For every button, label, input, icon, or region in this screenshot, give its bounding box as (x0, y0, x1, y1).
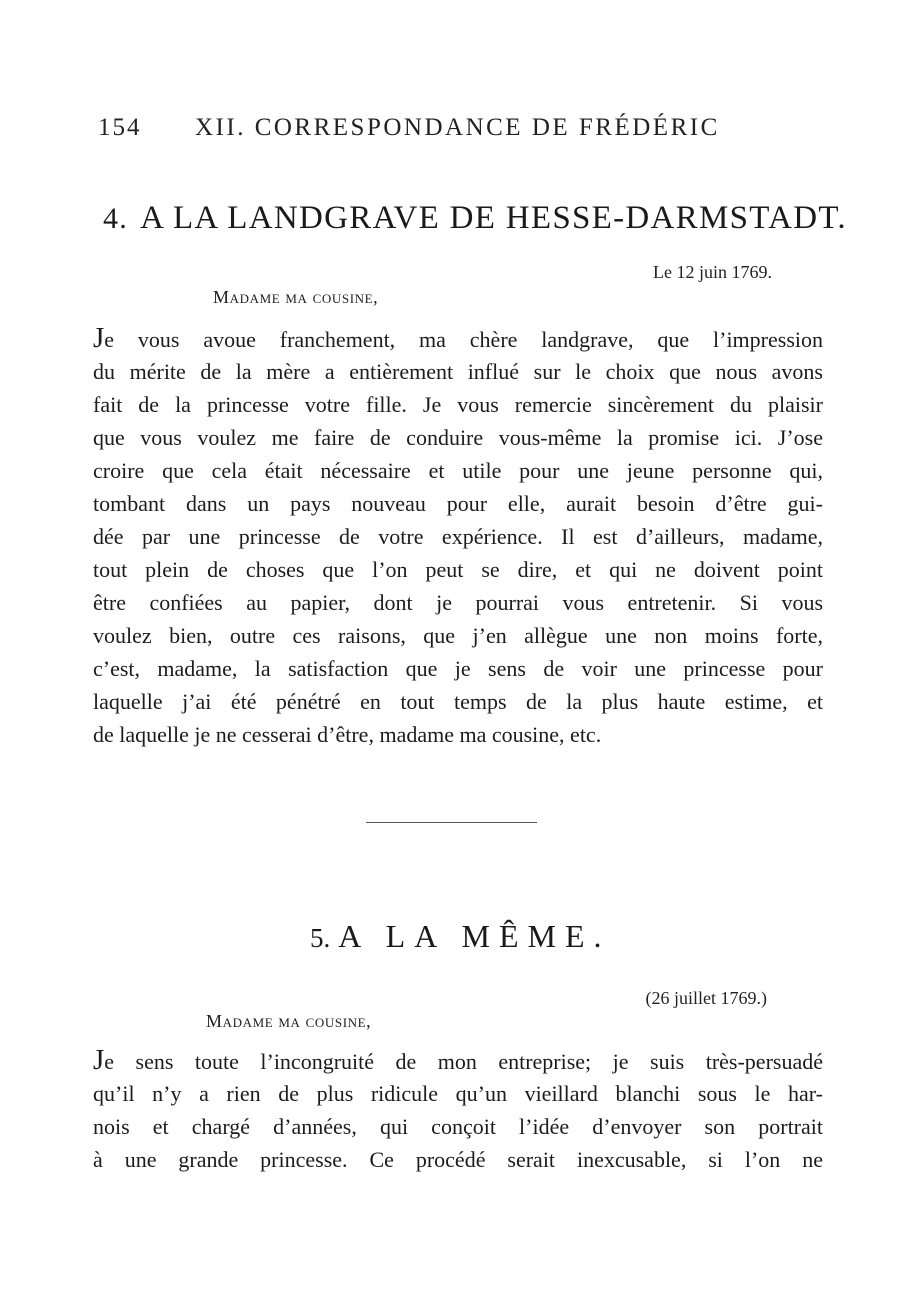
body-line: laquelle j’ai été pénétré en tout temps de la plus haute estime, et (93, 689, 823, 714)
letter-title: A LA LANDGRAVE DE HESSE-DARMSTADT. (140, 200, 847, 236)
body-line: qu’il n’y a rien de plus ridicule qu’un vieillard blanchi sous le har- (93, 1081, 823, 1106)
letter-body (93, 322, 823, 751)
initial-letter: J (93, 322, 105, 354)
section-divider (366, 822, 537, 823)
letter-title: A LA MÊME. (338, 918, 611, 954)
salutation: Madame ma cousine, (206, 1011, 372, 1031)
initial-letter: J (93, 1044, 105, 1076)
body-line: c’est, madame, la satisfaction que je sens de voir une princesse pour (93, 656, 823, 681)
body-line: croire que cela était nécessaire et utile pour une jeune personne qui, (93, 458, 823, 483)
letter-date: Le 12 juin 1769. (653, 262, 772, 282)
body-line: fait de la princesse votre fille. Je vous remercie sincèrement du plaisir (93, 392, 823, 417)
body-line: tout plein de choses que l’on peut se dire, et qui ne doivent point (93, 557, 823, 582)
running-head-title: XII. CORRESPONDANCE DE FRÉDÉRIC (195, 114, 720, 141)
letter-number: 4. (103, 202, 129, 235)
letter-body (93, 1044, 823, 1176)
salutation: Madame ma cousine, (213, 287, 379, 307)
body-line: tombant dans un pays nouveau pour elle, aurait besoin d’être gui- (93, 491, 823, 516)
body-line: Je vous avoue franchement, ma chère landgrave, que l’impression (93, 322, 823, 354)
letter-heading (310, 918, 610, 955)
page-number: 154 (98, 114, 142, 141)
letter-date: (26 juillet 1769.) (645, 988, 767, 1008)
body-line: Je sens toute l’incongruité de mon entreprise; je suis très-persuadé (93, 1044, 823, 1076)
body-line: du mérite de la mère a entièrement influé sur le choix que nous avons (93, 359, 823, 384)
body-line: que vous voulez me faire de conduire vous-même la promise ici. J’ose (93, 425, 823, 450)
running-head (98, 114, 738, 150)
letter-heading (103, 200, 847, 237)
body-line: à une grande princesse. Ce procédé serait inexcusable, si l’on ne (93, 1147, 823, 1172)
body-line: nois et chargé d’années, qui conçoit l’idée d’envoyer son portrait (93, 1114, 823, 1139)
body-line: voulez bien, outre ces raisons, que j’en allègue une non moins forte, (93, 623, 823, 648)
letter-number: 5. (310, 923, 331, 953)
body-line: dée par une princesse de votre expérience. Il est d’ailleurs, madame, (93, 524, 823, 549)
body-line: de laquelle je ne cesserai d’être, madame ma cousine, etc. (93, 722, 602, 747)
body-line: être confiées au papier, dont je pourrai vous entretenir. Si vous (93, 590, 823, 615)
